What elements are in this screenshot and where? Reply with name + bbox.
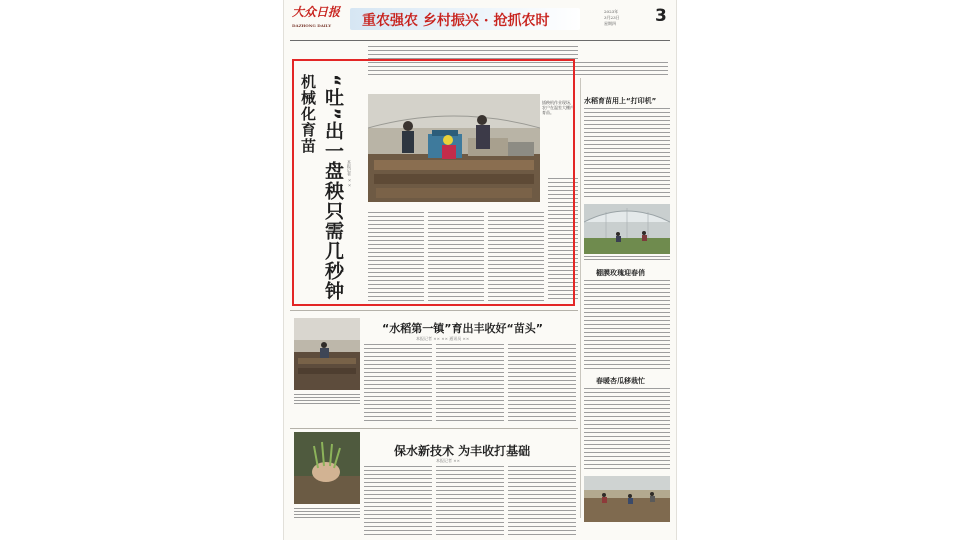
right-story-1-caption: [584, 256, 670, 262]
mid-section-rule: [290, 310, 578, 311]
page-number: 3: [655, 6, 667, 26]
header-meta-line: 2023年: [604, 9, 619, 14]
header-date-info: [604, 9, 652, 27]
mid-story-byline: 本报记者 ×× ×× 通讯员 ××: [416, 336, 470, 341]
header-rule: [290, 40, 670, 41]
mid-story-text-column: [508, 344, 576, 424]
header-meta-line: 3月23日: [604, 15, 620, 20]
right-story-1-title: 水稻育苗用上“打印机”: [584, 97, 657, 105]
mid-story-text-column: [364, 344, 432, 424]
newspaper-logo: [292, 6, 344, 32]
right-story-3-text: [584, 388, 670, 472]
lead-story-title-line-2: “吐”出一盘秧只需几秒钟: [322, 74, 344, 301]
right-story-3-photo: [584, 476, 670, 522]
mid-story-text-column: [436, 344, 504, 424]
rice-nursery-photo: [294, 318, 360, 390]
section-banner-title: 重农强农 乡村振兴 · 抢抓农时: [362, 13, 550, 29]
right-story-2-text: [584, 280, 670, 370]
intro-text-block: [368, 46, 578, 60]
lead-photo-caption: 插秧机作业现场，农户在温室大棚内育苗。: [542, 100, 574, 115]
right-story-1-photo: [584, 204, 670, 254]
bottom-story-photo: [294, 432, 360, 504]
masthead: [284, 0, 676, 40]
bottom-section-rule: [290, 428, 578, 429]
right-story-3-title: 春暖杏瓜移栽忙: [596, 377, 645, 385]
hand-holding-seedlings-photo: [294, 432, 360, 504]
field-transplant-photo: [584, 476, 670, 522]
bottom-story-text-column: [436, 466, 504, 536]
header-meta-line: 星期四: [604, 21, 616, 26]
right-story-2-title: 棚膜玫瑰迎春俏: [596, 269, 645, 277]
greenhouse-photo: [584, 204, 670, 254]
bottom-photo-caption: [294, 508, 360, 520]
mid-story-title: “水稻第一镇”育出丰收好“苗头”: [382, 322, 543, 335]
bottom-story-byline: 本报记者 ××: [436, 458, 460, 463]
logo-subtext: DAZHONG DAILY: [292, 23, 332, 28]
lead-story-title-line-1: 机械化育苗: [299, 74, 317, 154]
highlight-frame: [292, 59, 575, 306]
bottom-story-text-column: [508, 466, 576, 536]
bottom-story-text-column: [364, 466, 432, 536]
right-column-divider: [580, 78, 581, 518]
logo-text: 大众日报: [292, 5, 341, 19]
mid-photo-caption: [294, 394, 360, 406]
right-story-1-text: [584, 108, 670, 198]
lead-story-byline: 本报记者 ××: [347, 160, 352, 188]
bottom-story-title: 保水新技术 为丰收打基础: [394, 444, 531, 458]
mid-story-photo: [294, 318, 360, 390]
